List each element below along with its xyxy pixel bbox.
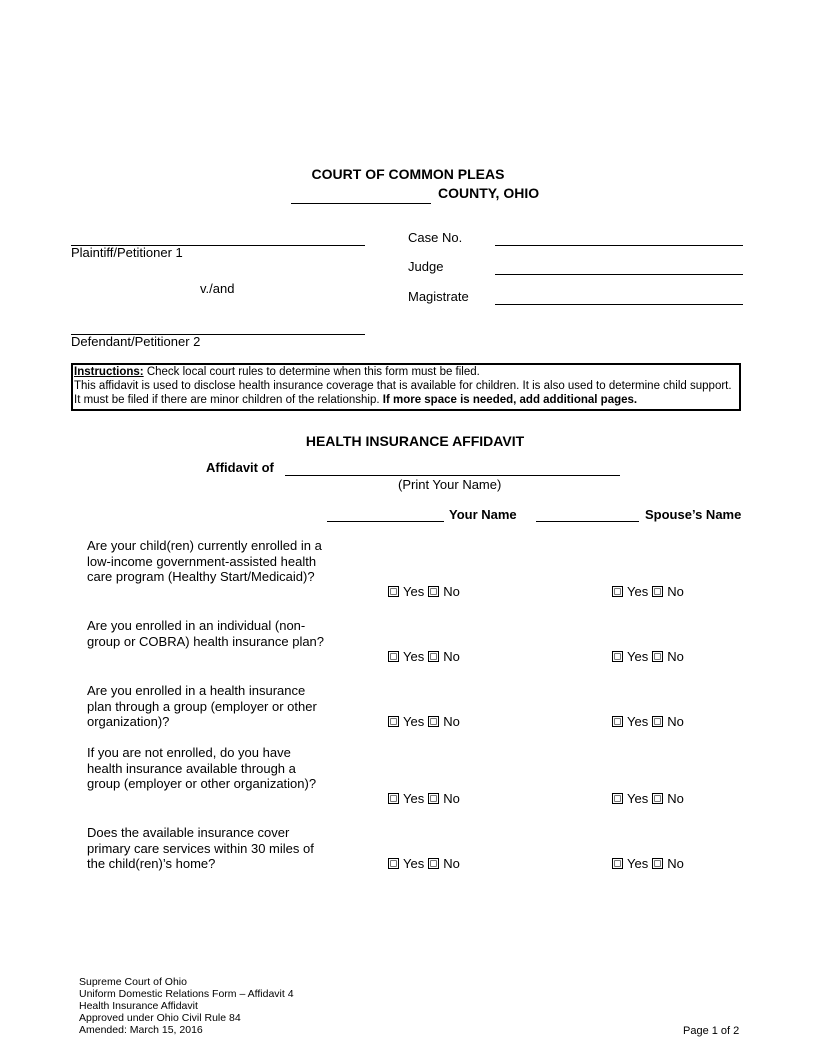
case-no-field[interactable]: [495, 231, 743, 246]
q1-spouse-options: [612, 584, 688, 599]
q1-your-yes-checkbox[interactable]: [388, 586, 399, 597]
no-label: No: [443, 584, 460, 599]
q2-spouse-options: [612, 649, 688, 664]
q4-your-no-checkbox[interactable]: [428, 793, 439, 804]
case-no-label: Case No.: [408, 230, 463, 245]
q3-your-no-checkbox[interactable]: [428, 716, 439, 727]
instructions-line1: [74, 365, 738, 379]
yes-label: Yes: [403, 791, 425, 806]
question-2: Are you enrolled in an individual (non-group or COBRA) health insurance plan?: [87, 618, 325, 649]
yes-label: Yes: [627, 856, 649, 871]
question-5: Does the available insurance cover primary care services within 30 miles of the child(ren)’s home?: [87, 825, 314, 871]
yes-label: Yes: [403, 714, 425, 729]
defendant-field[interactable]: [71, 320, 365, 335]
q5-spouse-no-checkbox[interactable]: [652, 858, 663, 869]
spouse-name-label: Spouse’s Name: [645, 507, 742, 522]
question-4: If you are not enrolled, do you have health insurance available through a group (employer or other organization)?: [87, 745, 317, 791]
instructions-box: [71, 363, 741, 411]
q4-your-yes-checkbox[interactable]: [388, 793, 399, 804]
affiant-name-field[interactable]: [285, 461, 620, 476]
q2-spouse-yes-checkbox[interactable]: [612, 651, 623, 662]
county-label: COUNTY, OHIO: [438, 185, 540, 201]
q4-spouse-options: [612, 791, 688, 806]
footer-line: Health Insurance Affidavit: [79, 1000, 198, 1012]
no-label: No: [443, 649, 460, 664]
instructions-line1-text: Check local court rules to determine when this form must be filed.: [143, 366, 480, 378]
instructions-bold-tail: If more space is needed, add additional pages.: [382, 394, 638, 406]
q3-spouse-options: [612, 714, 688, 729]
footer: [79, 976, 294, 1036]
versus-label: v./and: [200, 281, 235, 296]
footer-line: Approved under Ohio Civil Rule 84: [79, 1012, 241, 1024]
plaintiff-label: Plaintiff/Petitioner 1: [71, 245, 183, 260]
q2-your-yes-checkbox[interactable]: [388, 651, 399, 662]
footer-line: Supreme Court of Ohio: [79, 976, 187, 988]
yes-label: Yes: [403, 584, 425, 599]
form-title: HEALTH INSURANCE AFFIDAVIT: [305, 433, 525, 449]
footer-line: Amended: March 15, 2016: [79, 1024, 203, 1036]
page-number: Page 1 of 2: [683, 1025, 740, 1037]
print-name-label: (Print Your Name): [398, 477, 502, 492]
yes-label: Yes: [627, 649, 649, 664]
yes-label: Yes: [627, 714, 649, 729]
q2-your-options: [388, 649, 464, 664]
judge-label: Judge: [408, 259, 444, 274]
no-label: No: [667, 649, 684, 664]
no-label: No: [443, 791, 460, 806]
yes-label: Yes: [627, 584, 649, 599]
yes-label: Yes: [403, 649, 425, 664]
q5-your-options: [388, 856, 464, 871]
q2-your-no-checkbox[interactable]: [428, 651, 439, 662]
q1-spouse-no-checkbox[interactable]: [652, 586, 663, 597]
judge-field[interactable]: [495, 260, 743, 275]
no-label: No: [443, 714, 460, 729]
spouse-name-field[interactable]: [536, 507, 639, 522]
affidavit-of-label: Affidavit of: [206, 460, 274, 475]
your-name-label: Your Name: [449, 507, 517, 522]
q4-spouse-yes-checkbox[interactable]: [612, 793, 623, 804]
q1-your-no-checkbox[interactable]: [428, 586, 439, 597]
yes-label: Yes: [403, 856, 425, 871]
q3-spouse-no-checkbox[interactable]: [652, 716, 663, 727]
q5-your-yes-checkbox[interactable]: [388, 858, 399, 869]
magistrate-label: Magistrate: [408, 289, 469, 304]
q3-spouse-yes-checkbox[interactable]: [612, 716, 623, 727]
defendant-label: Defendant/Petitioner 2: [71, 334, 201, 349]
question-1: Are your child(ren) currently enrolled in a low-income government-assisted health care program (Healthy Start/Medicaid)?: [87, 538, 322, 584]
footer-line: Uniform Domestic Relations Form – Affidavit 4: [79, 988, 294, 1000]
instructions-body-text: This affidavit is used to disclose health insurance coverage that is available for children. It is also used to determine child support. It must be filed if there are minor children of the relationship.: [74, 380, 732, 406]
q5-spouse-yes-checkbox[interactable]: [612, 858, 623, 869]
q4-your-options: [388, 791, 464, 806]
no-label: No: [667, 584, 684, 599]
q1-spouse-yes-checkbox[interactable]: [612, 586, 623, 597]
no-label: No: [667, 856, 684, 871]
no-label: No: [443, 856, 460, 871]
plaintiff-field[interactable]: [71, 231, 365, 246]
county-name-field[interactable]: [291, 189, 431, 204]
q4-spouse-no-checkbox[interactable]: [652, 793, 663, 804]
yes-label: Yes: [627, 791, 649, 806]
q1-your-options: [388, 584, 464, 599]
no-label: No: [667, 714, 684, 729]
your-name-field[interactable]: [327, 507, 444, 522]
q5-spouse-options: [612, 856, 688, 871]
instructions-heading: Instructions:: [74, 366, 144, 378]
q5-your-no-checkbox[interactable]: [428, 858, 439, 869]
q3-your-options: [388, 714, 464, 729]
question-3: Are you enrolled in a health insurance plan through a group (employer or other organization)?: [87, 683, 317, 729]
instructions-body: [74, 379, 738, 407]
magistrate-field[interactable]: [495, 290, 743, 305]
q2-spouse-no-checkbox[interactable]: [652, 651, 663, 662]
court-title: COURT OF COMMON PLEAS: [311, 166, 505, 182]
q3-your-yes-checkbox[interactable]: [388, 716, 399, 727]
no-label: No: [667, 791, 684, 806]
